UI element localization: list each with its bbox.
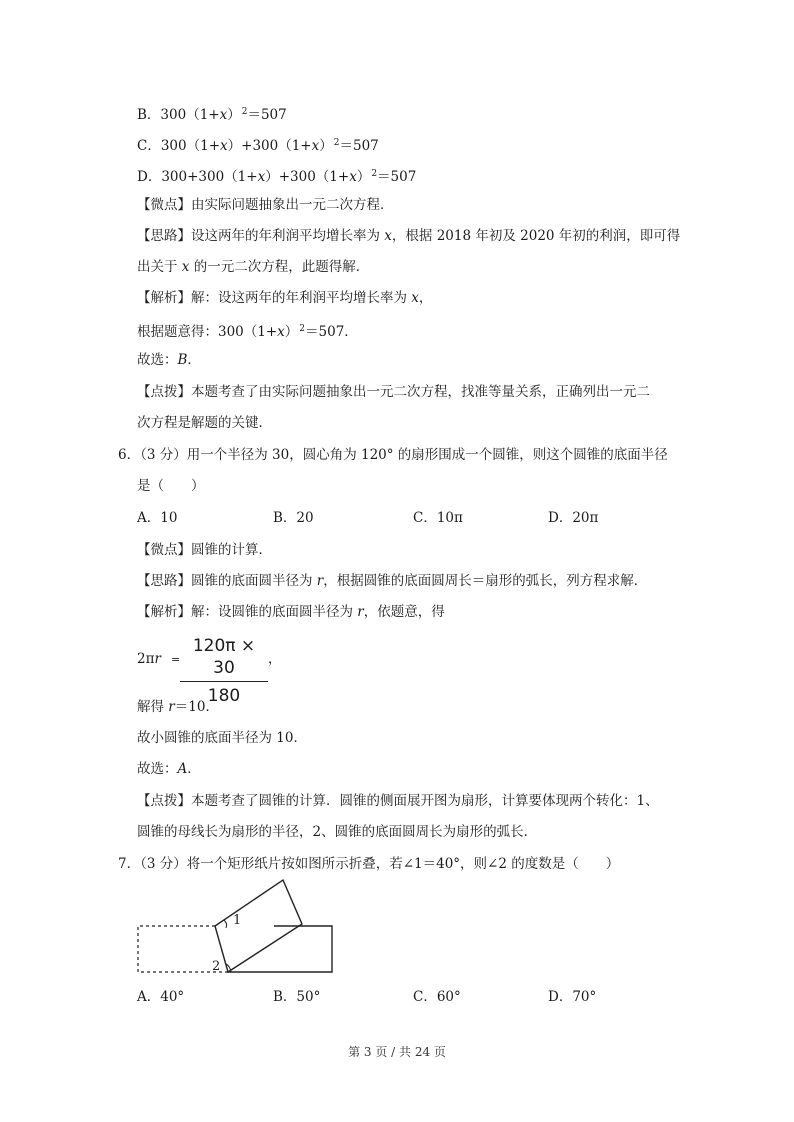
q5-silu-line2: 出关于 x 的一元二次方程，此题得解． (137, 259, 370, 275)
q6-option-c: C．10π (413, 510, 463, 526)
q5-weidian: 【微点】由实际问题抽象出一元二次方程． (137, 197, 394, 213)
q6-conclusion: 故小圆锥的底面半径为 10． (137, 730, 307, 746)
q5-option-d: D．$300+300(1+x)+300(1+x)^2=507$ (137, 169, 417, 185)
q5-silu-line1: 【思路】设这两年的年利润平均增长率为 x，根据 2018 年初及 2020 年初的利润，即可得 (137, 228, 681, 244)
q6-silu: 【思路】圆锥的底面圆半径为 r，根据圆锥的底面圆周长＝扇形的弧长，列方程求解． (137, 573, 648, 589)
q7-option-d: D．70° (548, 989, 597, 1005)
q5-answer: 故选：B． (137, 352, 201, 368)
q7-folding-figure (134, 878, 344, 978)
q5-option-c: C．$300(1+x)+300(1+x)^2=507$ (137, 138, 379, 154)
q6-option-b: B．20 (273, 510, 314, 526)
q6-equation-lhs: 2πr = (137, 651, 181, 667)
q5-dianbo-line2: 次方程是解题的关键． (137, 415, 272, 431)
q6-weidian: 【微点】圆锥的计算． (137, 542, 272, 558)
fraction-bar (180, 681, 268, 682)
page-footer: 第 3 页 / 共 24 页 (348, 1045, 446, 1059)
q5-jiexi: 【解析】解：设这两年的年利润平均增长率为 x， (137, 290, 433, 306)
q6-stem-line2: 是（ ） (137, 478, 205, 494)
q6-dianbo-line1: 【点拨】本题考查了圆锥的计算．圆锥的侧面展开图为扇形，计算要体现两个转化：1、 (137, 793, 659, 809)
q7-option-b: B．50° (273, 989, 321, 1005)
angle2-label: 2 (212, 959, 221, 974)
q7-stem: 7．（3 分）将一个矩形纸片按如图所示折叠，若∠1＝40°，则∠2 的度数是（ ） (118, 856, 620, 872)
q6-option-a: A．10 (137, 510, 178, 526)
q7-option-a: A．40° (137, 989, 185, 1005)
fraction-numerator: 120π × 30 (192, 636, 256, 678)
q6-equation-comma: ， (268, 651, 282, 667)
q6-option-d: D．20π (548, 510, 599, 526)
rectangle-outline (228, 926, 332, 972)
q5-equation: 根据题意得：$300(1+x)^2=507$． (137, 324, 358, 340)
angle1-arc (224, 920, 227, 928)
q6-jiexi: 【解析】解：设圆锥的底面圆半径为 r，依题意，得 (137, 604, 445, 620)
q6-dianbo-line2: 圆锥的母线长为扇形的半径，2、圆锥的底面圆周长为扇形的弧长． (137, 824, 538, 840)
q7-option-c: C．60° (413, 989, 461, 1005)
q5-dianbo-line1: 【点拨】本题考查了由实际问题抽象出一元二次方程，找准等量关系，正确列出一元二 (137, 384, 650, 400)
q6-stem-line1: 6．（3 分）用一个半径为 30，圆心角为 120° 的扇形围成一个圆锥，则这个圆锥的底面半径 (118, 447, 668, 463)
fraction-denominator: 180 (207, 686, 241, 706)
q5-option-b: B．$300(1+x)^2=507$ (137, 107, 287, 123)
q6-answer: 故选：A． (137, 761, 201, 777)
q6-fraction (180, 635, 268, 707)
angle1-label: 1 (233, 913, 242, 928)
q6-solution: 解得 r＝10． (137, 699, 219, 715)
